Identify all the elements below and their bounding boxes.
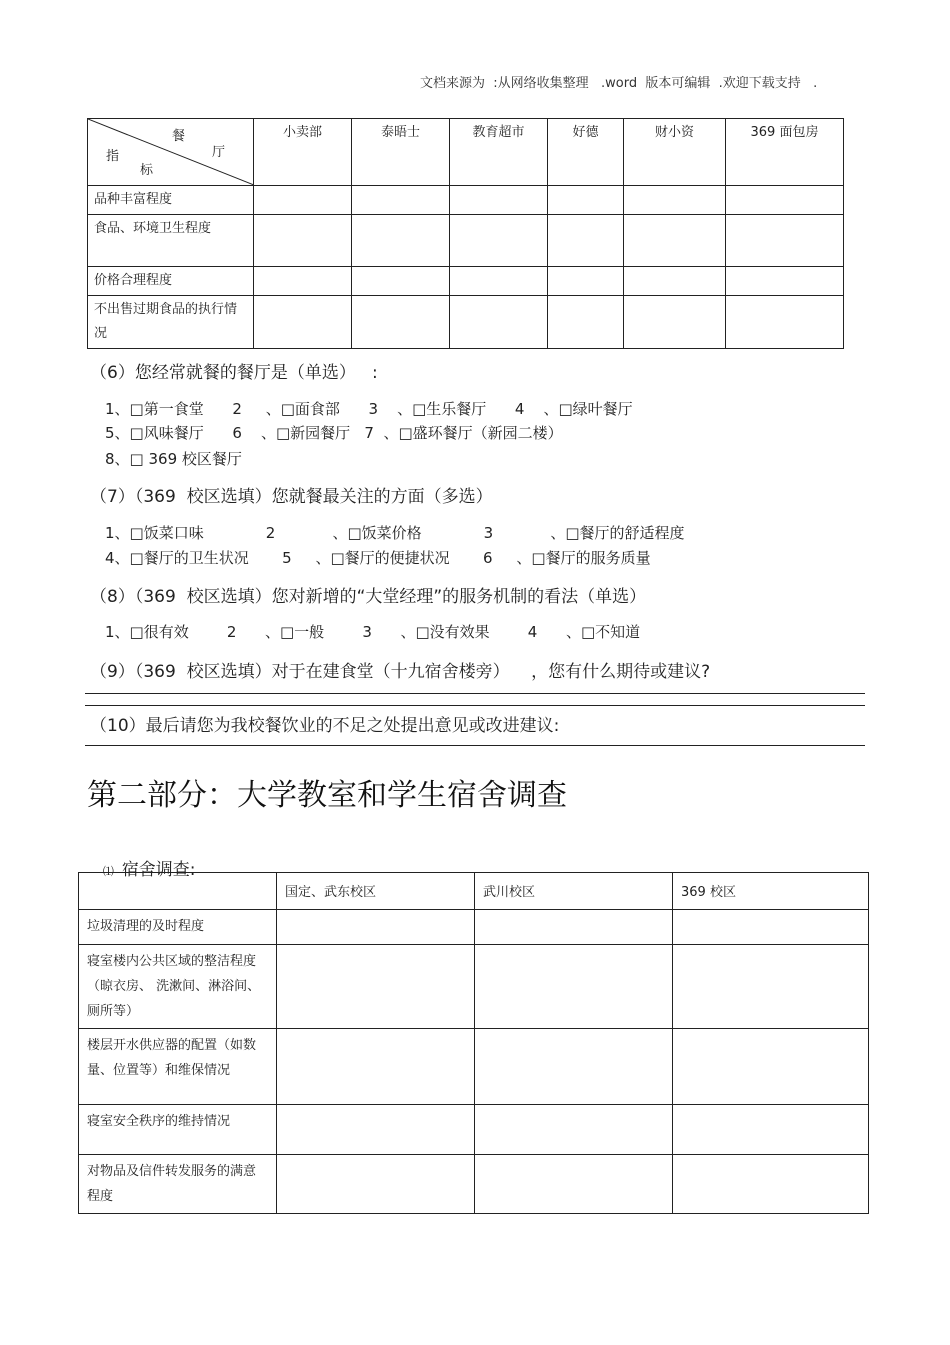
rating-cell[interactable] [277, 1029, 475, 1105]
rating-cell[interactable] [475, 910, 673, 945]
diagonal-header-cell [88, 119, 254, 186]
rating-cell[interactable] [673, 1155, 869, 1214]
answer-line[interactable] [85, 745, 865, 746]
rating-cell[interactable] [254, 215, 352, 267]
rating-cell[interactable] [254, 296, 352, 349]
question-8-title: （8）（369 校区选填）您对新增的“大堂经理”的服务机制的看法（单选） [90, 587, 647, 607]
table-row [79, 1029, 869, 1105]
empty-header-cell [79, 873, 277, 910]
col-header: 财小资 [624, 119, 726, 186]
row-label: 价格合理程度 [88, 267, 254, 296]
rating-cell[interactable] [277, 1155, 475, 1214]
rating-cell[interactable] [475, 1155, 673, 1214]
rating-cell[interactable] [624, 186, 726, 215]
col-header: 国定、武东校区 [277, 873, 475, 910]
rating-cell[interactable] [352, 186, 450, 215]
row-label: 对物品及信件转发服务的满意程度 [79, 1155, 277, 1214]
question-6-options-line[interactable]: 8、□ 369 校区餐厅 [105, 450, 242, 468]
table-row [88, 267, 844, 296]
rating-cell[interactable] [352, 215, 450, 267]
subsection-label: 宿舍调查: [121, 860, 196, 880]
col-header: 369 面包房 [726, 119, 844, 186]
rating-cell[interactable] [277, 1105, 475, 1155]
section-title: 第二部分：大学教室和学生宿舍调查 [87, 778, 567, 813]
question-7-options-line[interactable]: 4、□餐厅的卫生状况 5 、□餐厅的便捷状况 6 、□餐厅的服务质量 [105, 549, 651, 567]
table-row [79, 1155, 869, 1214]
col-header: 教育超市 [450, 119, 548, 186]
rating-cell[interactable] [673, 1105, 869, 1155]
cafeteria-rating-table [87, 118, 844, 349]
answer-line[interactable] [85, 693, 865, 694]
table-row [79, 1105, 869, 1155]
row-label: 垃圾清理的及时程度 [79, 910, 277, 945]
question-8-options-line[interactable]: 1、□很有效 2 、□一般 3 、□没有效果 4 、□不知道 [105, 623, 641, 641]
question-6-options-line[interactable]: 5、□风味餐厅 6 、□新园餐厅 7 、□盛环餐厅（新园二楼） [105, 424, 563, 442]
dormitory-survey-table [78, 872, 869, 1214]
table-row [79, 910, 869, 945]
table-row [88, 215, 844, 267]
rating-cell[interactable] [450, 296, 548, 349]
col-header: 369 校区 [673, 873, 869, 910]
table-row [88, 296, 844, 349]
question-6-options-line[interactable]: 1、□第一食堂 2 、□面食部 3 、□生乐餐厅 4 、□绿叶餐厅 [105, 400, 633, 418]
rating-cell[interactable] [726, 296, 844, 349]
rating-cell[interactable] [352, 296, 450, 349]
col-header: 好德 [548, 119, 624, 186]
corner-label-top: 餐 [172, 129, 186, 144]
rating-cell[interactable] [277, 945, 475, 1029]
col-header: 小卖部 [254, 119, 352, 186]
rating-cell[interactable] [277, 910, 475, 945]
answer-line[interactable] [85, 705, 865, 706]
rating-cell[interactable] [548, 267, 624, 296]
row-label: 食品、环境卫生程度 [88, 215, 254, 267]
rating-cell[interactable] [450, 186, 548, 215]
rating-cell[interactable] [450, 267, 548, 296]
subsection-number: ⑴ [102, 865, 114, 878]
rating-cell[interactable] [673, 945, 869, 1029]
row-label: 寝室楼内公共区域的整洁程度（晾衣房、 洗漱间、淋浴间、厕所等） [79, 945, 277, 1029]
rating-cell[interactable] [673, 1029, 869, 1105]
rating-cell[interactable] [475, 945, 673, 1029]
rating-cell[interactable] [254, 267, 352, 296]
row-label: 楼层开水供应器的配置（如数量、位置等）和维保情况 [79, 1029, 277, 1105]
row-label: 寝室安全秩序的维持情况 [79, 1105, 277, 1155]
rating-cell[interactable] [548, 215, 624, 267]
rating-cell[interactable] [352, 267, 450, 296]
question-9-title: （9）（369 校区选填）对于在建食堂（十九宿舍楼旁） ，您有什么期待或建议? [90, 662, 711, 682]
rating-cell[interactable] [624, 267, 726, 296]
rating-cell[interactable] [726, 215, 844, 267]
header-note: 文档来源为 :从网络收集整理 .word 版本可编辑 .欢迎下载支持 . [420, 76, 818, 91]
rating-cell[interactable] [726, 186, 844, 215]
table-row [88, 186, 844, 215]
rating-cell[interactable] [475, 1029, 673, 1105]
col-header: 泰晤士 [352, 119, 450, 186]
rating-cell[interactable] [548, 186, 624, 215]
rating-cell[interactable] [450, 215, 548, 267]
question-6-title: （6）您经常就餐的餐厅是（单选） : [90, 363, 378, 383]
question-10-title: （10）最后请您为我校餐饮业的不足之处提出意见或改进建议: [90, 716, 560, 736]
question-7-options-line[interactable]: 1、□饭菜口味 2 、□饭菜价格 3 、□餐厅的舒适程度 [105, 524, 685, 542]
corner-label-left: 指 [106, 149, 120, 164]
corner-label-bottom: 标 [140, 163, 154, 178]
rating-cell[interactable] [673, 910, 869, 945]
rating-cell[interactable] [726, 267, 844, 296]
rating-cell[interactable] [624, 215, 726, 267]
rating-cell[interactable] [548, 296, 624, 349]
question-7-title: （7）（369 校区选填）您就餐最关注的方面（多选） [90, 487, 493, 507]
row-label: 品种丰富程度 [88, 186, 254, 215]
rating-cell[interactable] [254, 186, 352, 215]
rating-cell[interactable] [624, 296, 726, 349]
col-header: 武川校区 [475, 873, 673, 910]
row-label: 不出售过期食品的执行情况 [88, 296, 254, 349]
rating-cell[interactable] [475, 1105, 673, 1155]
table-row [79, 945, 869, 1029]
corner-label-right: 厅 [212, 145, 226, 160]
